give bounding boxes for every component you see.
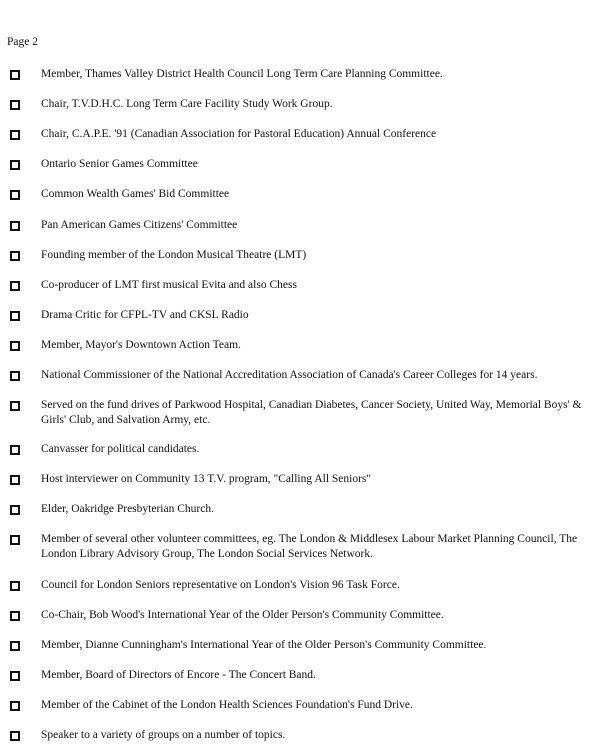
page-number-label: Page 2 [7,36,38,48]
square-bullet-icon [10,641,20,651]
list-item-text: Speaker to a variety of groups on a number of topics. [41,729,286,741]
list-item-text: National Commissioner of the National Accreditation Association of Canada's Career Colleges for 14 years. [41,369,538,381]
list-item-text: Pan American Games Citizens' Committee [41,219,238,231]
list-item-text: Member of several other volunteer committees, eg. The London & Middlesex Labour Market Planning Council, The London Library Advisory Group, The London Social Services Network. [41,533,578,560]
list-item-text: Founding member of the London Musical Theatre (LMT) [41,249,307,261]
square-bullet-icon [10,581,20,591]
square-bullet-icon [10,445,20,455]
square-bullet-icon [10,611,20,621]
list-item-text: Drama Critic for CFPL-TV and CKSL Radio [41,309,249,321]
list-item-text: Chair, C.A.P.E. '91 (Canadian Association for Pastoral Education) Annual Conference [41,128,437,140]
square-bullet-icon [10,311,20,321]
list-item-text: Common Wealth Games' Bid Committee [41,188,230,200]
list-item-text: Co-Chair, Bob Wood's International Year of the Older Person's Community Committee. [41,609,444,621]
list-item-text: Council for London Seniors representative on London's Vision 96 Task Force. [41,579,400,591]
list-item-text: Canvasser for political candidates. [41,443,200,455]
list-item-text: Chair, T.V.D.H.C. Long Term Care Facility Study Work Group. [41,98,333,110]
square-bullet-icon [10,341,20,351]
square-bullet-icon [10,190,20,200]
square-bullet-icon [10,221,20,231]
square-bullet-icon [10,130,20,140]
list-item-text: Member, Thames Valley District Health Council Long Term Care Planning Committee. [41,68,443,80]
square-bullet-icon [10,160,20,170]
square-bullet-icon [10,281,20,291]
square-bullet-icon [10,100,20,110]
square-bullet-icon [10,671,20,681]
square-bullet-icon [10,70,20,80]
square-bullet-icon [10,371,20,381]
list-item-text: Elder, Oakridge Presbyterian Church. [41,503,214,515]
square-bullet-icon [10,475,20,485]
list-item-text: Member, Board of Directors of Encore - The Concert Band. [41,669,316,681]
square-bullet-icon [10,505,20,515]
square-bullet-icon [10,251,20,261]
list-item-text: Ontario Senior Games Committee [41,158,198,170]
list-item-text: Co-producer of LMT first musical Evita and also Chess [41,279,297,291]
square-bullet-icon [10,731,20,741]
square-bullet-icon [10,401,20,411]
list-item-text: Member, Dianne Cunningham's International Year of the Older Person's Community Committee. [41,639,487,651]
list-item-text: Served on the fund drives of Parkwood Hospital, Canadian Diabetes, Cancer Society, United Way, Memorial Boys' & Girls' Club, and Salvation Army, etc. [41,399,582,426]
square-bullet-icon [10,535,20,545]
list-item-text: Member of the Cabinet of the London Health Sciences Foundation's Fund Drive. [41,699,413,711]
list-item-text: Member, Mayor's Downtown Action Team. [41,339,241,351]
square-bullet-icon [10,701,20,711]
list-item-text: Host interviewer on Community 13 T.V. program, "Calling All Seniors" [41,473,372,485]
